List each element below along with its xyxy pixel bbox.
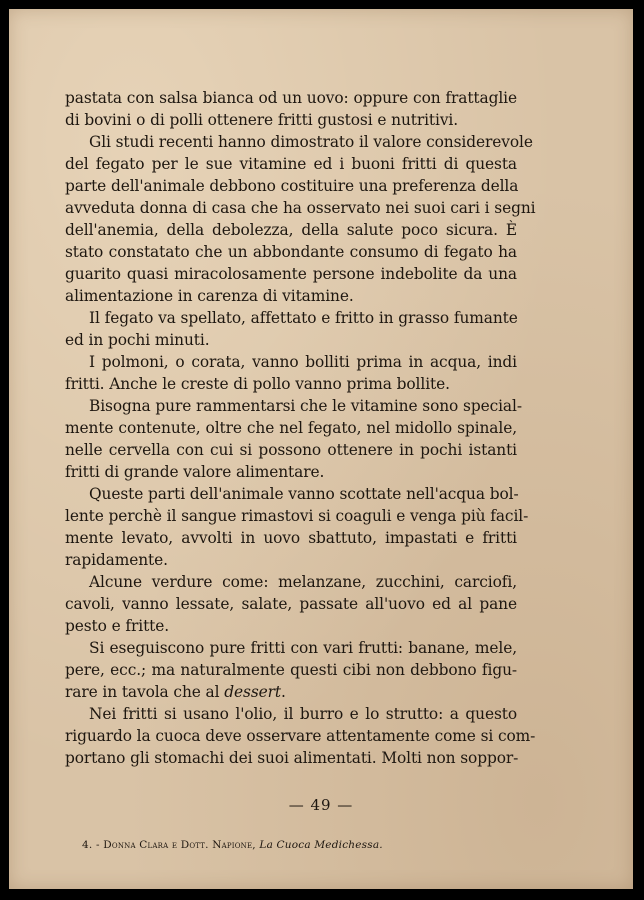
text-line: rapidamente. [65, 551, 168, 569]
text-line: fritti. Anche le creste di pollo vanno prima bollite. [65, 375, 450, 393]
text-line: del fegato per le sue vitamine ed i buoni fritti di questa [65, 155, 517, 173]
text-line: fritti di grande valore alimentare. [65, 463, 325, 481]
text-line [65, 681, 517, 703]
body-text [65, 87, 536, 769]
book-page [9, 9, 633, 889]
text-line: pesto e fritte. [65, 617, 170, 635]
text-line: guarito quasi miracolosamente persone indebolite da una [65, 265, 517, 283]
text-line-segment: rare in tavola che al [65, 683, 220, 701]
text-line: riguardo la cuoca deve osservare attentamente come si com- [65, 727, 536, 745]
text-line: parte dell'animale debbono costituire una preferenza della [65, 177, 519, 195]
italic-word: dessert [224, 683, 281, 701]
signature-author: Donna Clara e Dott. Napione, [103, 839, 256, 851]
text-line: cavoli, vanno lessate, salate, passate all'uovo ed al pane [65, 595, 517, 613]
text-line: mente contenute, oltre che nel fegato, nel midollo spinale, [65, 419, 517, 437]
text-line-segment: . [280, 683, 286, 701]
text-line: pastata con salsa bianca od un uovo: oppure con frattaglie [65, 89, 517, 107]
text-line: ed in pochi minuti. [65, 331, 210, 349]
text-line: Queste parti dell'animale vanno scottate nell'acqua bol- [89, 485, 519, 503]
text-line: Gli studi recenti hanno dimostrato il valore considerevole [89, 133, 533, 151]
text-line: pere, ecc.; ma naturalmente questi cibi non debbono figu- [65, 661, 517, 679]
text-line: avveduta donna di casa che ha osservato nei suoi cari i segni [65, 199, 536, 217]
text-line: nelle cervella con cui si possono ottenere in pochi istanti [65, 441, 517, 459]
text-line: Il fegato va spellato, affettato e fritto in grasso fumante [89, 309, 518, 327]
text-line: stato constatato che un abbondante consumo di fegato ha [65, 243, 517, 261]
text-line: dell'anemia, della debolezza, della salute poco sicura. È [65, 221, 517, 239]
text-line: lente perchè il sangue rimastovi si coaguli e venga più facil- [65, 507, 529, 525]
text-line: mente levato, avvolti in uovo sbattuto, impastati e fritti [65, 529, 517, 547]
text-line: alimentazione in carenza di vitamine. [65, 287, 354, 305]
text-line: Bisogna pure rammentarsi che le vitamine sono special- [89, 397, 522, 415]
text-line: di bovini o di polli ottenere fritti gustosi e nutritivi. [65, 111, 459, 129]
page-number: — 49 — [288, 796, 354, 814]
text-line: I polmoni, o corata, vanno bolliti prima in acqua, indi [89, 353, 517, 371]
signature-number: 4. - [82, 839, 100, 851]
text-line: Si eseguiscono pure fritti con vari frutti: banane, mele, [89, 639, 517, 657]
text-line: portano gli stomachi dei suoi alimentati. Molti non soppor- [65, 749, 519, 767]
printer-signature [82, 839, 383, 851]
text-line: Alcune verdure come: melanzane, zucchini, carciofi, [89, 573, 517, 591]
signature-work-title: La Cuoca Medichessa. [259, 839, 383, 851]
text-line: Nei fritti si usano l'olio, il burro e lo strutto: a questo [89, 705, 517, 723]
